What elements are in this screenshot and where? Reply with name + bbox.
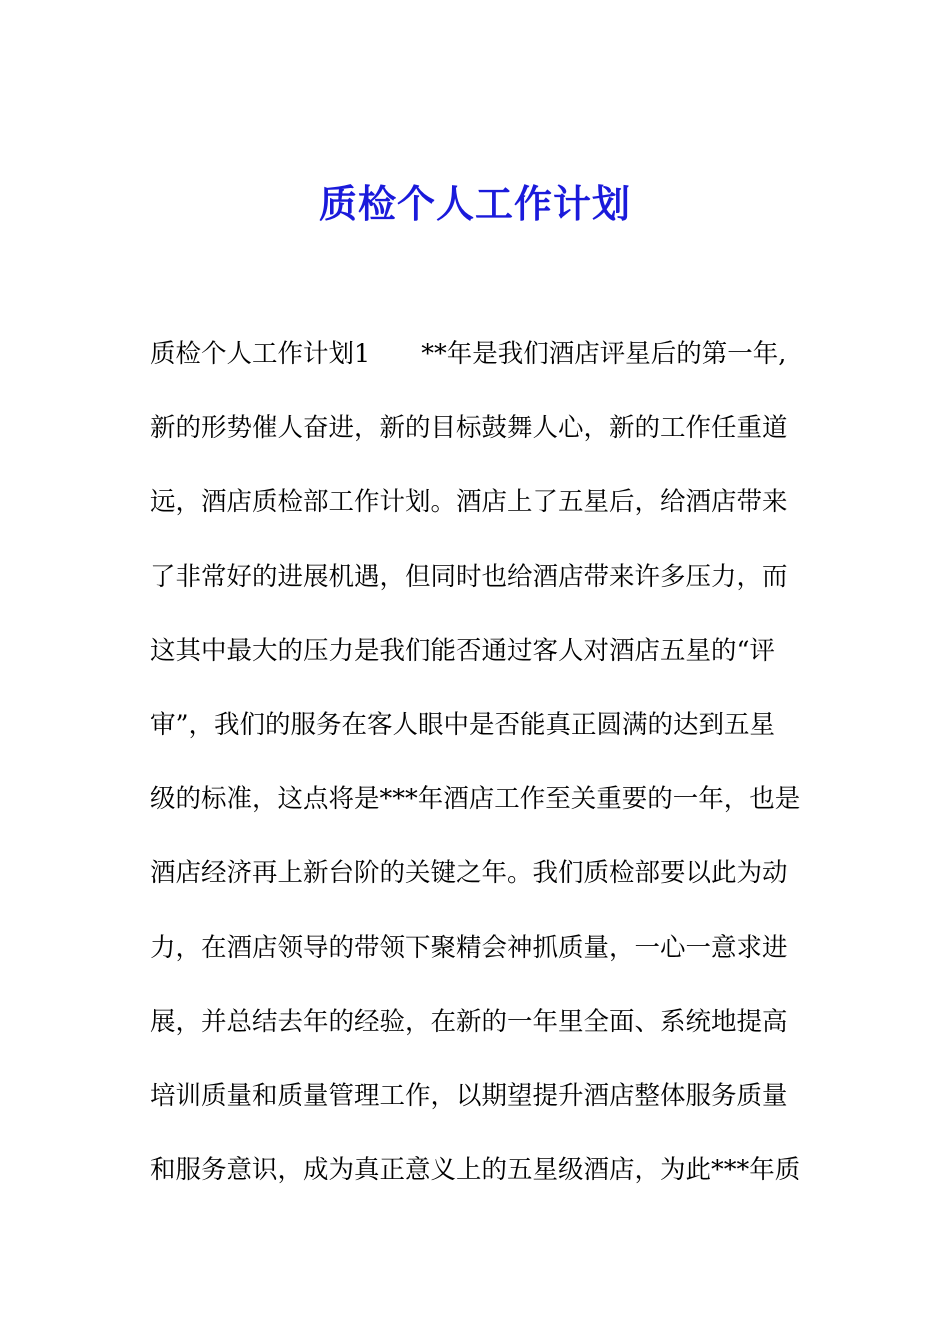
body-line: 了非常好的进展机遇，但同时也给酒店带来许多压力，而 — [150, 561, 788, 592]
body-line: 酒店经济再上新台阶的关键之年。我们质检部要以此为动 — [150, 858, 788, 889]
document-title: 质检个人工作计划 — [318, 181, 631, 226]
body-line: 新的形势催人奋进，新的目标鼓舞人心，新的工作任重道 — [150, 413, 788, 444]
body-line: 质检个人工作计划1 **年是我们酒店评星后的第一年, — [150, 339, 787, 369]
body-line: 远，酒店质检部工作计划。酒店上了五星后，给酒店带来 — [150, 487, 788, 518]
document-body — [150, 330, 810, 1220]
body-line: 力，在酒店领导的带领下聚精会神抓质量，一心一意求进 — [150, 932, 788, 963]
body-line: 级的标准，这点将是***年酒店工作至关重要的一年，也是 — [150, 784, 801, 815]
body-line: 展，并总结去年的经验，在新的一年里全面、系统地提高 — [150, 1006, 788, 1037]
body-line: 培训质量和质量管理工作，以期望提升酒店整体服务质量 — [150, 1080, 788, 1111]
body-line: 这其中最大的压力是我们能否通过客人对酒店五星的“评 — [150, 635, 776, 666]
body-line: 和服务意识，成为真正意义上的五星级酒店，为此***年质 — [150, 1155, 801, 1186]
body-line: 审”，我们的服务在客人眼中是否能真正圆满的达到五星 — [150, 709, 776, 740]
